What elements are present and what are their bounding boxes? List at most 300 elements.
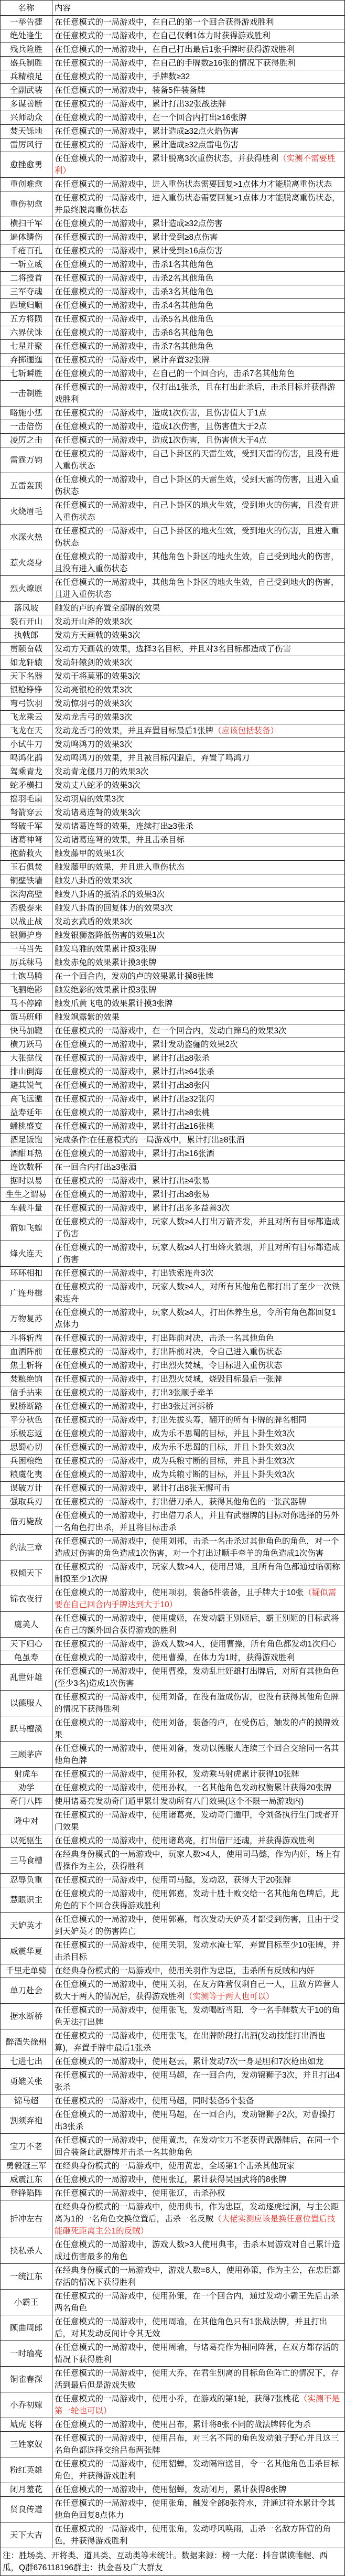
table-row	[1, 956, 345, 970]
achievement-text: 在任意模式的一局游戏中，在自己的第一个回合获得游戏胜利	[55, 18, 274, 27]
achievement-text: 在任意模式的一局游戏中，使用貂蝉，发动闭月，累计获得8张牌	[55, 2485, 287, 2494]
achievement-content	[52, 258, 345, 272]
achievement-name: 蛇矛横扫	[1, 779, 52, 793]
table-row	[1, 1887, 345, 1913]
achievement-name: 弃掷逦迤	[1, 354, 52, 367]
achievement-text: 触发藤甲的效果1次	[55, 849, 124, 858]
achievement-content	[52, 2173, 345, 2187]
achievement-name: 七斩瞬胜	[1, 367, 52, 381]
table-row	[1, 629, 345, 643]
table-row	[1, 2055, 345, 2069]
table-row	[1, 1848, 345, 1874]
achievement-content	[52, 1024, 345, 1038]
table-row	[1, 683, 345, 697]
table-row	[1, 643, 345, 656]
achievement-content	[52, 340, 345, 354]
table-row	[1, 2094, 345, 2108]
achievement-text: 在任意模式的一局游戏中，在自己打出最后1张手牌时获得游戏胜利	[55, 45, 295, 54]
achievement-name: 如龙轩辕	[1, 656, 52, 670]
achievement-content	[52, 793, 345, 806]
achievement-name: 兴师动众	[1, 111, 52, 125]
achievement-name: 摇羽毛扇	[1, 793, 52, 806]
achievement-text: 在任意模式的一局游戏中，累计打出≥8张杀	[55, 1054, 210, 1063]
table-row	[1, 615, 345, 629]
achievement-name: 雷厉风行	[1, 138, 52, 152]
achievement-content	[52, 1202, 345, 1215]
achievement-text: 在任意模式的一局游戏中，玩家人数≥4人打出万箭齐发，并且对所有目标都造成了伤害	[55, 1217, 340, 1238]
table-row	[1, 2029, 345, 2055]
table-row	[1, 98, 345, 111]
table-row	[1, 1280, 345, 1306]
table-row	[1, 43, 345, 57]
table-row	[1, 244, 345, 258]
achievement-text: 在经典身份模式的一局游戏中，使用黄忠，全场第1个击杀其他玩家	[55, 2162, 295, 2171]
achievement-content	[52, 874, 345, 888]
table-row	[1, 833, 345, 847]
achievement-content	[52, 1400, 345, 1414]
achievement-name: 策马班师	[1, 1011, 52, 1024]
achievement-text: 在任意模式的一局游戏中，打出3张过河拆桥	[55, 1402, 214, 1411]
achievement-content	[52, 1106, 345, 1120]
achievement-content	[52, 16, 345, 29]
table-row	[1, 1386, 345, 1400]
table-row	[1, 57, 345, 70]
achievement-content	[52, 984, 345, 997]
achievement-name: 宝刀不老	[1, 2134, 52, 2160]
achievement-text: 在任意模式的一局游戏中，在一个回合内，发动白蹄乌的效果3次	[55, 1027, 287, 1035]
achievement-name: 醉酒失徐州	[1, 2029, 52, 2055]
table-row	[1, 888, 345, 902]
achievement-content	[52, 473, 345, 499]
table-row	[1, 550, 345, 576]
achievement-name: 万物复苏	[1, 1306, 52, 1332]
achievement-text: 在任意模式的一局游戏中，击杀6名其他角色	[55, 328, 214, 337]
achievement-content	[52, 656, 345, 670]
table-row	[1, 217, 345, 231]
achievement-content	[52, 29, 345, 43]
achievement-name: 三顾茅庐	[1, 1742, 52, 1768]
achievement-name: 天下大吉	[1, 2522, 52, 2548]
table-row	[1, 1665, 345, 1691]
achievement-name: 落凤坡	[1, 602, 52, 615]
achievement-content	[52, 43, 345, 57]
achievement-text: 在任意模式的一局游戏中，累计造成≥32点火焰伤害	[55, 127, 239, 136]
achievement-content	[52, 833, 345, 847]
table-row	[1, 2004, 345, 2029]
achievement-content	[52, 299, 345, 313]
achievement-text: 在任意模式的一局游戏中，累计造成≥32点伤害	[55, 219, 223, 228]
table-row	[1, 1809, 345, 1834]
table-row	[1, 285, 345, 299]
table-row	[1, 902, 345, 915]
achievement-text: 在任意模式的一局游戏中，玩家人数≥4人打出烽火狼烟，并且对所有目标都造成了伤害	[55, 1243, 340, 1264]
achievement-name: 虞美人	[1, 1612, 52, 1638]
achievement-name: 飞龙乘云	[1, 711, 52, 724]
achievement-content	[52, 888, 345, 902]
table-row	[1, 724, 345, 738]
achievement-name: 铜雀春深	[1, 2367, 52, 2392]
achievement-name: 略施小惩	[1, 407, 52, 420]
achievement-text: 在任意模式的一局游戏中，使用刘邦，击杀一名击杀过其他角色的角色，对一个造成过伤害的角色造成1次伤害，对一个打出过顺手牵羊的角色造成1次伤害	[55, 1537, 339, 1558]
achievement-text: 在任意模式的一局游戏中，累计打出≥8张易	[55, 1190, 210, 1199]
achievement-content	[52, 285, 345, 299]
achievement-content	[52, 2290, 345, 2315]
achievement-text: 在任意模式的一局游戏中，成为兵粮寸断的目标，并且卜卦生效3次	[55, 1457, 295, 1466]
achievement-name: 以战止战	[1, 915, 52, 929]
achievement-name: 勇毅冠三军	[1, 2160, 52, 2173]
achievement-name: 马不停蹄	[1, 997, 52, 1011]
achievement-text: 在一回合内打出≥3张酒	[55, 1163, 137, 1172]
table-row	[1, 1638, 345, 1651]
achievement-content	[52, 1509, 345, 1535]
achievement-name: 车载斗量	[1, 1202, 52, 1215]
achievement-text: 在任意模式的一局游戏中，使用孙权，一名其他角色发动权衡累计获得20张牌	[55, 1783, 332, 1792]
achievement-name: 强取兵刃	[1, 1495, 52, 1509]
achievement-content	[52, 1939, 345, 1964]
achievement-content	[52, 765, 345, 779]
achievement-content	[52, 2315, 345, 2341]
achievement-content	[52, 2004, 345, 2029]
achievement-content	[52, 1359, 345, 1373]
table-row	[1, 1560, 345, 1586]
achievement-content	[52, 615, 345, 629]
achievement-content	[52, 152, 345, 178]
achievement-name: 焚天铄地	[1, 125, 52, 138]
achievement-content	[52, 1093, 345, 1106]
achievement-text: 在任意模式的一局游戏中，累计受到≥16点伤害	[55, 247, 223, 255]
achievement-name: 玉石俱焚	[1, 861, 52, 874]
table-row	[1, 984, 345, 997]
achievement-content	[52, 217, 345, 231]
achievement-name: 飞龙在天	[1, 724, 52, 738]
table-row	[1, 1781, 345, 1795]
achievement-name: 弩箭穿云	[1, 806, 52, 820]
achievement-text: 在任意模式的一局游戏中，使用项羽，装备5件装备，且手牌大于10张	[55, 1588, 304, 1597]
achievement-name: 毁桥断路	[1, 1400, 52, 1414]
achievement-name: 斗将斩酋	[1, 1332, 52, 1345]
achievement-name: 三军夺魂	[1, 285, 52, 299]
table-row	[1, 2418, 345, 2432]
achievement-name: 挟私杀人	[1, 2238, 52, 2264]
achievement-content	[52, 806, 345, 820]
table-row	[1, 1332, 345, 1345]
achievement-text: 触发银狮盔降低伤害的效果1次	[55, 931, 165, 940]
table-row	[1, 1768, 345, 1781]
achievement-text: 触发爪黄飞电的效果累计摸3张牌	[55, 999, 173, 1008]
achievement-content	[52, 2432, 345, 2457]
achievement-name: 抱薪救火	[1, 847, 52, 861]
achievement-content	[52, 1535, 345, 1560]
table-row	[1, 258, 345, 272]
achievement-content	[52, 1038, 345, 1052]
table-row	[1, 929, 345, 943]
achievement-content	[52, 2392, 345, 2418]
achievement-text: 在任意模式的一局游戏中，累计打出32张战法牌	[55, 100, 226, 109]
table-row	[1, 1795, 345, 1809]
achievement-content	[52, 326, 345, 340]
achievement-content	[52, 1795, 345, 1809]
achievement-name: 顾曲周郎	[1, 2315, 52, 2341]
achievement-content	[52, 643, 345, 656]
achievement-content	[52, 499, 345, 525]
achievement-name: 水深火热	[1, 525, 52, 550]
achievement-name: 乱世奸雄	[1, 1665, 52, 1691]
achievement-name: 据水断桥	[1, 2004, 52, 2029]
table-row	[1, 29, 345, 43]
achievement-content	[52, 1161, 345, 1174]
achievement-text: 在任意模式的一局游戏中，累计打出≥4张易	[55, 1177, 210, 1185]
table-row	[1, 1373, 345, 1386]
achievement-content	[52, 724, 345, 738]
achievement-name: 多谋善断	[1, 98, 52, 111]
achievement-content	[52, 1373, 345, 1386]
achievement-name: 生生之谓易	[1, 1188, 52, 1202]
achievement-text: 在任意模式的一局游戏中，使用曹操，在体力为1时，获得游戏胜利	[55, 1653, 295, 1662]
table-footer	[1, 2548, 345, 2576]
table-row	[1, 1427, 345, 1441]
column-header-name: 名称	[1, 1, 52, 16]
table-row	[1, 125, 345, 138]
table-row	[1, 1509, 345, 1535]
table-row	[1, 138, 345, 152]
achievement-note: （实测不需要胜利）	[55, 154, 336, 175]
achievement-text: 在任意模式的一局游戏中，使用周瑜，在其他角色只有1张战法牌，并且打出后，对其发动反间计令其无效	[55, 2317, 328, 2338]
achievement-text: 在任意模式的一局游戏中，打出阵前对决，令自己进入重伤状态	[55, 1348, 283, 1356]
table-row	[1, 1174, 345, 1188]
achievement-content	[52, 2055, 345, 2069]
achievement-content	[52, 550, 345, 576]
table-row	[1, 1742, 345, 1768]
achievement-text: 在任意模式的一局游戏中，打出借刀杀人，获得其他角色的一张武器牌	[55, 1498, 307, 1506]
table-row	[1, 1038, 345, 1052]
achievement-text: 在任意模式的一局游戏中，使用张角，触发全部8张符水，并通过符水累计令其他角色回复8点体力	[55, 2499, 336, 2520]
achievement-text: 在任意模式的一局游戏中，打出借刀杀人，并且有武器牌的目标对你选择的另外一名角色打出杀，并且将目标击杀	[55, 1511, 339, 1532]
achievement-text: 在任意模式的一局游戏中，使用马超，同时装备5个装备	[55, 2097, 254, 2105]
table-row	[1, 2432, 345, 2457]
achievement-text: 在任意模式的一局游戏中，玩家人数≥4人，打出休养生息，令所有角色都回复1点体力	[55, 1308, 337, 1329]
achievement-name: 勇媲关张	[1, 2069, 52, 2094]
table-row	[1, 1495, 345, 1509]
achievement-name: 箭如飞蝗	[1, 1215, 52, 1241]
achievement-text: 在经典身份模式的一局游戏中，使用关羽作为忠臣，击杀所有反贼和内奸	[55, 1966, 315, 1975]
table-row	[1, 970, 345, 984]
achievement-content	[52, 1065, 345, 1079]
achievement-text: 在任意模式的一局游戏中，使用吕布，对三名不同的角色发动狼子野心并且这三名角色都选择交给吕布两张牌	[55, 2434, 339, 2455]
achievement-text: 在任意模式的一局游戏中，使用关羽，发动水淹七军，弃置目标至少10张牌，并击杀目标	[55, 1941, 340, 1962]
table-row	[1, 1024, 345, 1038]
achievement-name: 约法三章	[1, 1535, 52, 1560]
achievement-content	[52, 2134, 345, 2160]
achievement-text: 在任意模式的一局游戏中，打出先拔头筹，翻开的所有卡牌的牌名相同	[55, 1416, 307, 1425]
table-row	[1, 656, 345, 670]
achievement-name: 铜壁铁墙	[1, 874, 52, 888]
achievement-content	[52, 1781, 345, 1795]
achievement-text: 在任意模式的一局游戏中，打出烈火焚城，令目标进入重伤状态	[55, 1361, 283, 1370]
achievement-content	[52, 244, 345, 258]
achievement-text: 发动轩辕剑的效果3次	[55, 658, 133, 667]
achievement-name: 愈挫愈勇	[1, 152, 52, 178]
achievement-name: 连饮数杯	[1, 1161, 52, 1174]
achievement-text: 使用诸葛亮发动奇门遁甲累计发动所有八门效果(这个不限一局游戏内)	[55, 1797, 304, 1806]
achievement-name: 避其锐气	[1, 1079, 52, 1093]
achievement-text: 在任意模式的一局游戏中，使用诸葛亮，打出借尸还魂，并获得游戏胜利	[55, 1836, 315, 1845]
achievement-text: 发动诸葛连弩的效果，并且击杀目标	[55, 836, 185, 845]
achievement-content	[52, 1134, 345, 1147]
achievement-name: 天妒英才	[1, 1913, 52, 1939]
achievement-content	[52, 670, 345, 683]
achievement-text: 在任意模式的一局游戏中，使用张辽，累计获得吴国武将的8张牌	[55, 2175, 287, 2184]
achievement-name: 惹火烧身	[1, 550, 52, 576]
achievement-text: 在任意模式的一局游戏中，累计打出≥8张闪	[55, 1081, 210, 1090]
table-row	[1, 1079, 345, 1093]
achievement-content	[52, 1441, 345, 1455]
achievement-name: 隆中对	[1, 1809, 52, 1834]
achievement-content	[52, 1768, 345, 1781]
table-row	[1, 697, 345, 711]
achievement-text: 在任意模式的一局游戏中，累计打出≥64张杀	[55, 1067, 214, 1076]
achievement-content	[52, 2264, 345, 2290]
achievement-text: 发动方天画戟的效果，选择3名目标，并且对3名目标都造成了伤害	[55, 645, 291, 654]
table-row	[1, 2497, 345, 2522]
achievement-content	[52, 1267, 345, 1280]
achievement-content	[52, 1174, 345, 1188]
achievement-content	[52, 2418, 345, 2432]
achievement-text: 在任意模式的一局游戏中，使用曹操，发动乱世奸雄打出牌后，对所有其他角色(至少3名)造成1次伤害	[55, 1667, 339, 1688]
achievement-name: 威震华夏	[1, 1939, 52, 1964]
achievement-name: 凌厉之击	[1, 434, 52, 447]
table-row	[1, 806, 345, 820]
achievement-text: 在任意模式的一局游戏中，造成1次伤害，且伤害值大于1点	[55, 409, 267, 418]
achievement-content	[52, 1887, 345, 1913]
achievement-text: 在任意模式的一局游戏中，使用刘备，发动以德服人连续三个回合交给同一名其他角色牌	[55, 1744, 339, 1765]
achievements-table-body	[1, 16, 345, 2548]
achievement-content	[52, 970, 345, 984]
achievement-text: 在任意模式的一局游戏中，累计造成≥32点雷电伤害	[55, 141, 239, 149]
achievement-name: 弩破千军	[1, 820, 52, 833]
achievement-text: 在任意模式的一局游戏中，累计弃置32张牌	[55, 356, 210, 365]
achievement-text: 在任意模式的一局游戏中，累计打出8张无懈可击	[55, 1484, 230, 1493]
table-row	[1, 1011, 345, 1024]
table-row	[1, 525, 345, 550]
achievement-name: 一马当先	[1, 943, 52, 956]
table-row	[1, 779, 345, 793]
achievement-content	[52, 1414, 345, 1427]
achievement-text: 在任意模式的一局游戏中，成为兵粮寸断的目标，并且卜卦失效3次	[55, 1470, 295, 1479]
achievement-content	[52, 1978, 345, 2004]
achievement-content	[52, 1280, 345, 1306]
table-row	[1, 1441, 345, 1455]
achievement-name: 全副武装	[1, 84, 52, 98]
table-row	[1, 1306, 345, 1332]
achievement-text: 完成条件:在任意模式的一局游戏中，累计打出≥8张酒	[55, 1136, 245, 1145]
table-row	[1, 1612, 345, 1638]
achievement-content	[52, 1455, 345, 1468]
achievement-name: 六界伏诛	[1, 326, 52, 340]
table-row	[1, 2173, 345, 2187]
achievement-content	[52, 1332, 345, 1345]
achievement-content	[52, 752, 345, 765]
achievement-name: 登锋陷阵	[1, 2187, 52, 2200]
achievement-content	[52, 629, 345, 643]
achievement-name: 遍体鳞伤	[1, 231, 52, 244]
achievement-name: 酒足饭饱	[1, 1134, 52, 1147]
achievement-name: 折冲左右	[1, 2200, 52, 2238]
achievement-content	[52, 1848, 345, 1874]
achievement-content	[52, 1586, 345, 1612]
table-row	[1, 447, 345, 473]
achievement-text: 在任意模式的一局游戏中，进入重伤状态需要回复>1点体力才能脱离重伤状态，并最终脱离重伤状态	[55, 194, 340, 215]
achievement-name: 射虎车	[1, 1768, 52, 1781]
achievement-content	[52, 1874, 345, 1887]
achievement-content	[52, 738, 345, 752]
table-row	[1, 2187, 345, 2200]
achievement-name: 一举告捷	[1, 16, 52, 29]
achievement-content	[52, 1011, 345, 1024]
achievement-text: 发动方天画戟的效果3次	[55, 631, 140, 640]
achievement-text: 在任意模式的一局游戏中，使用马超，在一回合内，发动锦狮子3次，并且打出4张杀	[55, 2071, 340, 2092]
table-row	[1, 2290, 345, 2315]
achievement-text: 触发八卦盾的效果3次	[55, 877, 133, 885]
achievement-content	[52, 1241, 345, 1267]
achievement-content	[52, 57, 345, 70]
table-row	[1, 16, 345, 29]
achievement-content	[52, 1834, 345, 1848]
table-row	[1, 1455, 345, 1468]
achievement-name: 七星并聚	[1, 340, 52, 354]
achievement-text: 发动羽扇的效果3次	[55, 795, 124, 804]
achievement-text: 在任意模式的一局游戏中，使用张辽，击杀孙权	[55, 2189, 225, 2198]
achievement-text: 在任意模式的一局游戏中，打出烈火焚城，烧毁目标最后一张牌	[55, 1375, 283, 1384]
achievement-note: （大佬实测应该是换任意位置后技能砸死距离主公1的反贼）	[55, 2215, 336, 2236]
achievement-text: 在经典身份模式的一局游戏中，使用典韦，作为忠臣，发动逐虎过涧，与主公距离为1的一名角色交换位置后，击杀一名反贼	[55, 2203, 339, 2224]
achievement-name: 兵精粮足	[1, 70, 52, 84]
achievement-name: 酒酣耳热	[1, 1147, 52, 1161]
achievement-content	[52, 820, 345, 833]
achievement-content	[52, 602, 345, 615]
achievement-name: 平分秋色	[1, 1414, 52, 1427]
achievement-content	[52, 2457, 345, 2483]
achievement-name: 跃马檀溪	[1, 1716, 52, 1742]
achievement-name: 厉兵秣马	[1, 956, 52, 970]
achievement-text: 在任意模式的一局游戏中，在自己的手牌数≥16张的情况下获得胜利	[55, 59, 296, 68]
table-row	[1, 861, 345, 874]
table-row	[1, 765, 345, 779]
achievement-text: 在任意模式的一局游戏中，玩家人数>4人，使用吕雉，且所有角色都通过临朝称制摸至少1次牌	[55, 1563, 340, 1584]
table-row	[1, 191, 345, 217]
table-row	[1, 1939, 345, 1964]
achievement-content	[52, 1052, 345, 1065]
table-row	[1, 111, 345, 125]
achievement-content	[52, 2522, 345, 2548]
achievement-name: 快马加鞭	[1, 1024, 52, 1038]
achievement-content	[52, 2367, 345, 2392]
achievement-text: 在经典身份模式的一局游戏中，游戏人数=8人，使用孙策，作为主公，在忠臣都存活的情况下获得胜利	[55, 2266, 340, 2287]
achievement-text: 在任意模式的一局游戏中，使用貂蝉，发动隔帘送目，令一名其他角色击杀目标角色，并获得游戏胜利	[55, 2460, 339, 2481]
achievement-text: 在任意模式的一局游戏中，游戏人数>3人使用典韦，击杀本局游戏对自己累计造成过伤害最多的角色	[55, 2240, 340, 2261]
achievement-text: 在任意模式的一局游戏中，使用小乔，在游戏的第1轮，获得7张桃花	[55, 2395, 299, 2403]
achievement-content	[52, 125, 345, 138]
achievement-content	[52, 1651, 345, 1665]
achievement-content	[52, 2187, 345, 2200]
achievement-text: 触发绝影的效果累计摸3张牌	[55, 986, 157, 995]
achievement-name: 高飞远遁	[1, 1093, 52, 1106]
achievement-content	[52, 367, 345, 381]
table-row	[1, 2160, 345, 2173]
achievement-name: 小乔初嫁	[1, 2392, 52, 2418]
achievement-text: 在任意模式的一局游戏中，其他角色卜卦区的地火生效，自己受到地火的伤害，且没有进入重伤状态	[55, 552, 339, 573]
achievement-text: 在任意模式的一局游戏中，手牌数≥32	[55, 72, 190, 81]
table-row	[1, 381, 345, 407]
